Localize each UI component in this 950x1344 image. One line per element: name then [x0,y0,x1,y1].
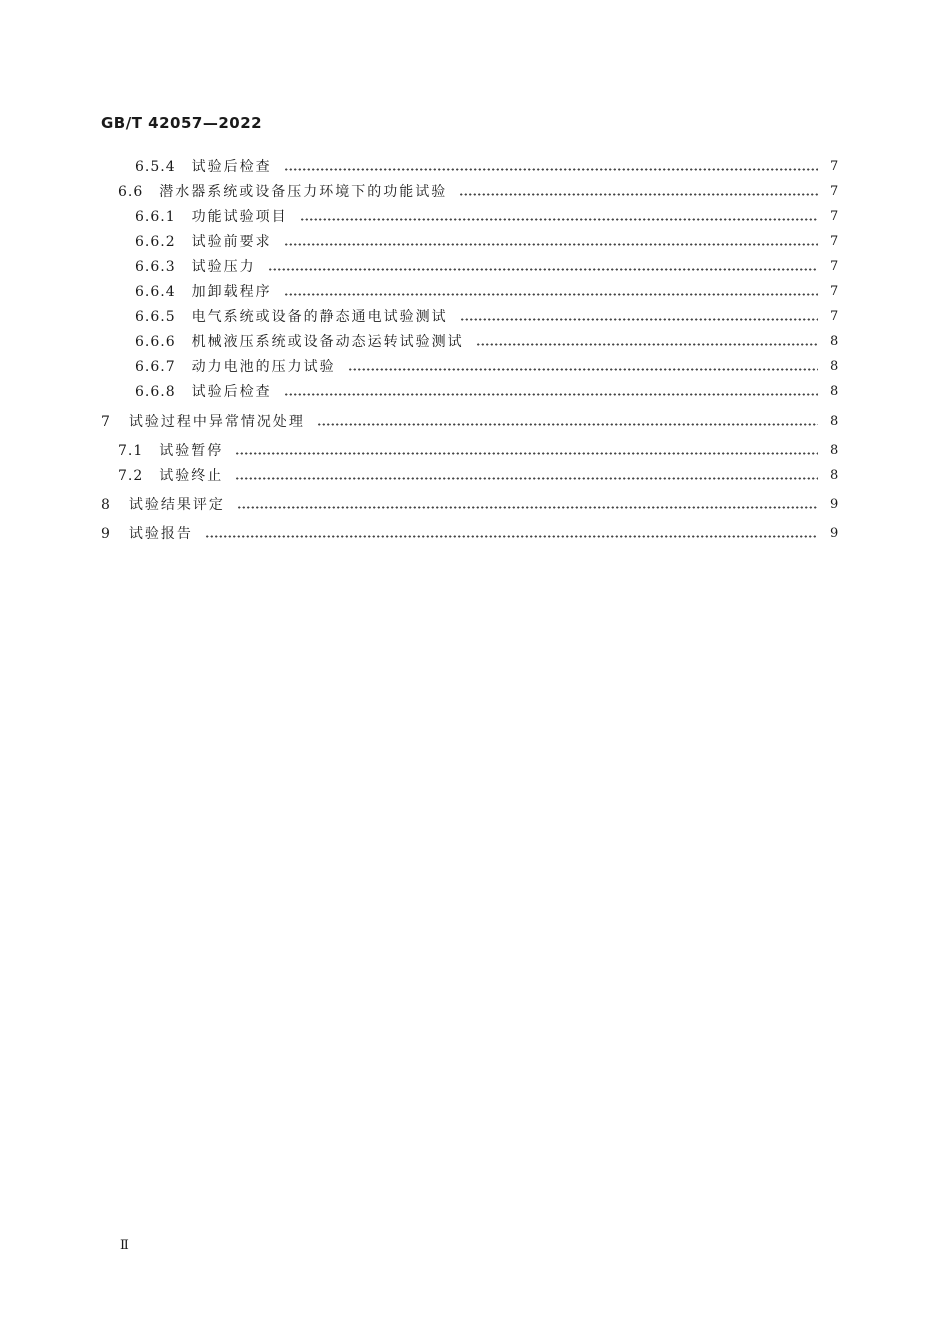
toc-entry[interactable] [135,257,838,277]
toc-entry-page: 8 [830,414,839,429]
toc-entry-number: 6.6.1 [135,209,176,225]
toc-entry[interactable] [135,307,838,327]
toc-entry[interactable] [135,357,838,377]
toc-entry-title: 机械液压系统或设备动态运转试验测试 [191,334,464,350]
toc-entry-page: 8 [830,359,839,374]
toc-entry-number: 9 [101,526,111,542]
toc-entry-number: 6.6.4 [135,284,176,300]
toc-entry[interactable] [135,332,838,352]
toc-entry-number: 6.6.2 [135,234,176,250]
toc-entry-page: 8 [830,443,839,458]
toc-entry-title: 试验暂停 [159,443,224,459]
toc-entry[interactable] [135,207,838,227]
toc-entry[interactable] [135,282,838,302]
toc-leader-dots [284,168,818,171]
toc-entry-page: 7 [830,184,839,199]
toc-entry[interactable] [135,157,838,177]
toc-leader-dots [300,218,818,221]
toc-leader-dots [348,368,818,371]
toc-entry[interactable] [101,524,838,544]
toc-leader-dots [317,423,818,426]
toc-entry[interactable] [135,382,838,402]
toc-entry-title: 功能试验项目 [191,209,288,225]
toc-entry[interactable] [118,441,838,461]
toc-entry-number: 6.6.8 [135,384,176,400]
toc-entry-title: 试验后检查 [191,159,272,175]
toc-entry[interactable] [118,182,838,202]
toc-leader-dots [284,393,818,396]
toc-entry-number: 6.6.5 [135,309,176,325]
toc-entry-page: 7 [830,234,839,249]
toc-entry-page: 7 [830,159,839,174]
toc-leader-dots [284,293,818,296]
toc-entry-page: 8 [830,384,839,399]
toc-leader-dots [235,477,818,480]
toc-entry[interactable] [101,495,838,515]
toc-entry[interactable] [135,232,838,252]
toc-entry-title: 潜水器系统或设备压力环境下的功能试验 [159,184,448,200]
toc-entry-page: 9 [830,526,839,541]
toc-leader-dots [268,268,818,271]
toc-entry-number: 6.6.6 [135,334,176,350]
toc-entry-number: 7 [101,414,111,430]
toc-entry-title: 试验前要求 [191,234,272,250]
toc-entry-title: 试验过程中异常情况处理 [128,414,305,430]
toc-entry-number: 8 [101,497,111,513]
toc-entry-page: 7 [830,309,839,324]
toc-entry-page: 9 [830,497,839,512]
toc-leader-dots [205,535,818,538]
toc-entry-page: 8 [830,468,839,483]
page-number-footer: Ⅱ [120,1238,129,1253]
toc-leader-dots [460,318,818,321]
toc-entry-page: 8 [830,334,839,349]
toc-entry-title: 动力电池的压力试验 [191,359,336,375]
toc-entry[interactable] [101,412,838,432]
toc-entry-number: 6.6.3 [135,259,176,275]
toc-entry[interactable] [118,466,838,486]
toc-entry-number: 7.2 [118,468,144,484]
toc-leader-dots [284,243,818,246]
toc-entry-page: 7 [830,209,839,224]
toc-entry-page: 7 [830,284,839,299]
document-code-header: GB/T 42057—2022 [101,114,263,132]
toc-leader-dots [459,193,818,196]
toc-entry-title: 试验报告 [128,526,193,542]
toc-entry-number: 6.6 [118,184,144,200]
toc-leader-dots [476,343,818,346]
toc-entry-title: 试验终止 [159,468,224,484]
toc-entry-page: 7 [830,259,839,274]
toc-entry-title: 试验压力 [191,259,256,275]
toc-entry-number: 6.5.4 [135,159,176,175]
toc-entry-title: 试验结果评定 [128,497,225,513]
toc-entry-number: 6.6.7 [135,359,176,375]
toc-entry-title: 试验后检查 [191,384,272,400]
toc-leader-dots [237,506,818,509]
toc-leader-dots [235,452,818,455]
toc-entry-number: 7.1 [118,443,144,459]
toc-entry-title: 加卸载程序 [191,284,272,300]
toc-entry-title: 电气系统或设备的静态通电试验测试 [191,309,448,325]
